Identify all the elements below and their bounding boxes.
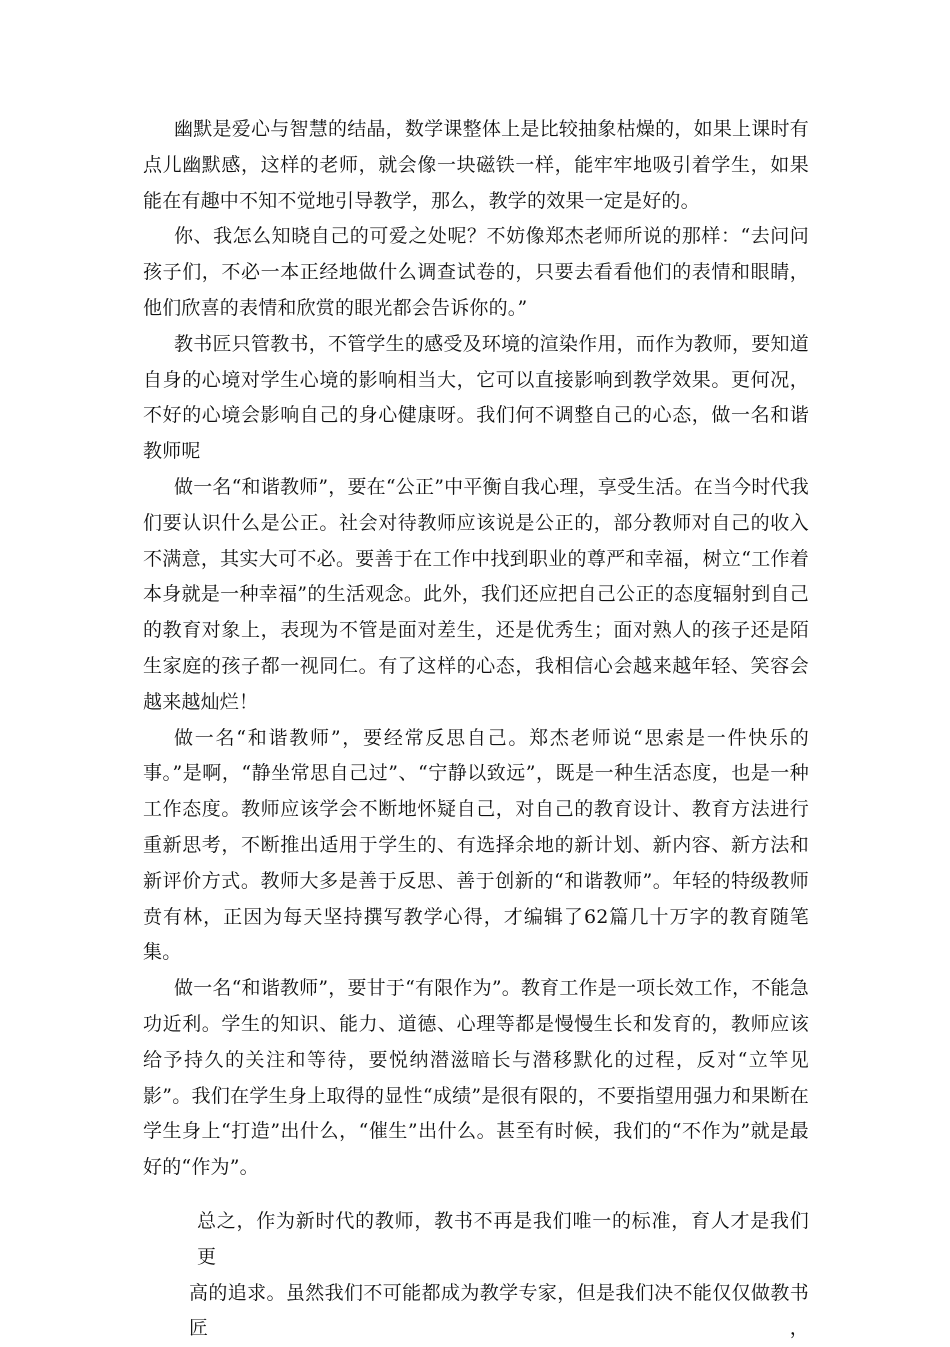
paragraph-fairness: 做一名“和谐教师”，要在“公正”中平衡自我心理，享受生活。在当今时代我们要认识什么是公正。社会对待教师应该说是公正的，部分教师对自己的收入不满意，其实大可不必。要善于在工作中找到职业的尊严和幸福，树立“工作着本身就是一种幸福”的生活观念。此外，我们还应把自己公正的态度辐射到自己的教育对象上，表现为不管是面对差生，还是优秀生；面对熟人的孩子还是陌生家庭的孩子都一视同仁。有了这样的心态，我相信心会越来越年轻、笑容会越来越灿烂！: [143, 470, 809, 721]
paragraph-mindset: 教书匠只管教书，不管学生的感受及环境的渲染作用，而作为教师，要知道自身的心境对学生心境的影响相当大，它可以直接影响到教学效果。更何况，不好的心境会影响自己的身心健康呀。我们何不调整自己的心态，做一名和谐教师呢: [143, 327, 809, 470]
document-body: [143, 112, 809, 1347]
paragraph-self-discovery: 你、我怎么知晓自己的可爱之处呢？不妨像郑杰老师所说的那样：“去问问孩子们，不必一本正经地做什么调查试卷的，只要去看看他们的表情和眼睛，他们欣喜的表情和欣赏的眼光都会告诉你的。”: [143, 219, 809, 326]
paragraph-reflection: 做一名“和谐教师”，要经常反思自己。郑杰老师说“思索是一件快乐的事。”是啊，“静坐常思自己过”、“宁静以致远”，既是一种生活态度，也是一种工作态度。教师应该学会不断地怀疑自己，对自己的教育设计、教育方法进行重新思考，不断推出适用于学生的、有选择余地的新计划、新内容、新方法和新评价方式。教师大多是善于反思、善于创新的“和谐教师”。年轻的特级教师贲有林，正因为每天坚持撰写教学心得，才编辑了62篇几十万字的教育随笔集。: [143, 721, 809, 972]
paragraph-limited-action: 做一名“和谐教师”，要甘于“有限作为”。教育工作是一项长效工作，不能急功近利。学生的知识、能力、道德、心理等都是慢慢生长和发育的，教师应该给予持久的关注和等待，要悦纳潜滋暗长与潜移默化的过程，反对“立竿见影”。我们在学生身上取得的显性“成绩”是很有限的，不要指望用强力和果断在学生身上“打造”出什么，“催生”出什么。甚至有时候，我们的“不作为”就是最好的“作为”。: [143, 971, 809, 1186]
paragraph-humor: 幽默是爱心与智慧的结晶，数学课整体上是比较抽象枯燥的，如果上课时有点儿幽默感，这样的老师，就会像一块磁铁一样，能牢牢地吸引着学生，如果能在有趣中不知不觉地引导教学，那么，教学的效果一定是好的。: [143, 112, 809, 219]
conclusion-line-1: 总之，作为新时代的教师，教书不再是我们唯一的标准，育人才是我们更: [197, 1204, 809, 1276]
paragraph-conclusion: [143, 1204, 809, 1347]
conclusion-line-2: 高的追求。虽然我们不可能都成为教学专家，但是我们决不能仅仅做教书匠，: [189, 1276, 809, 1347]
